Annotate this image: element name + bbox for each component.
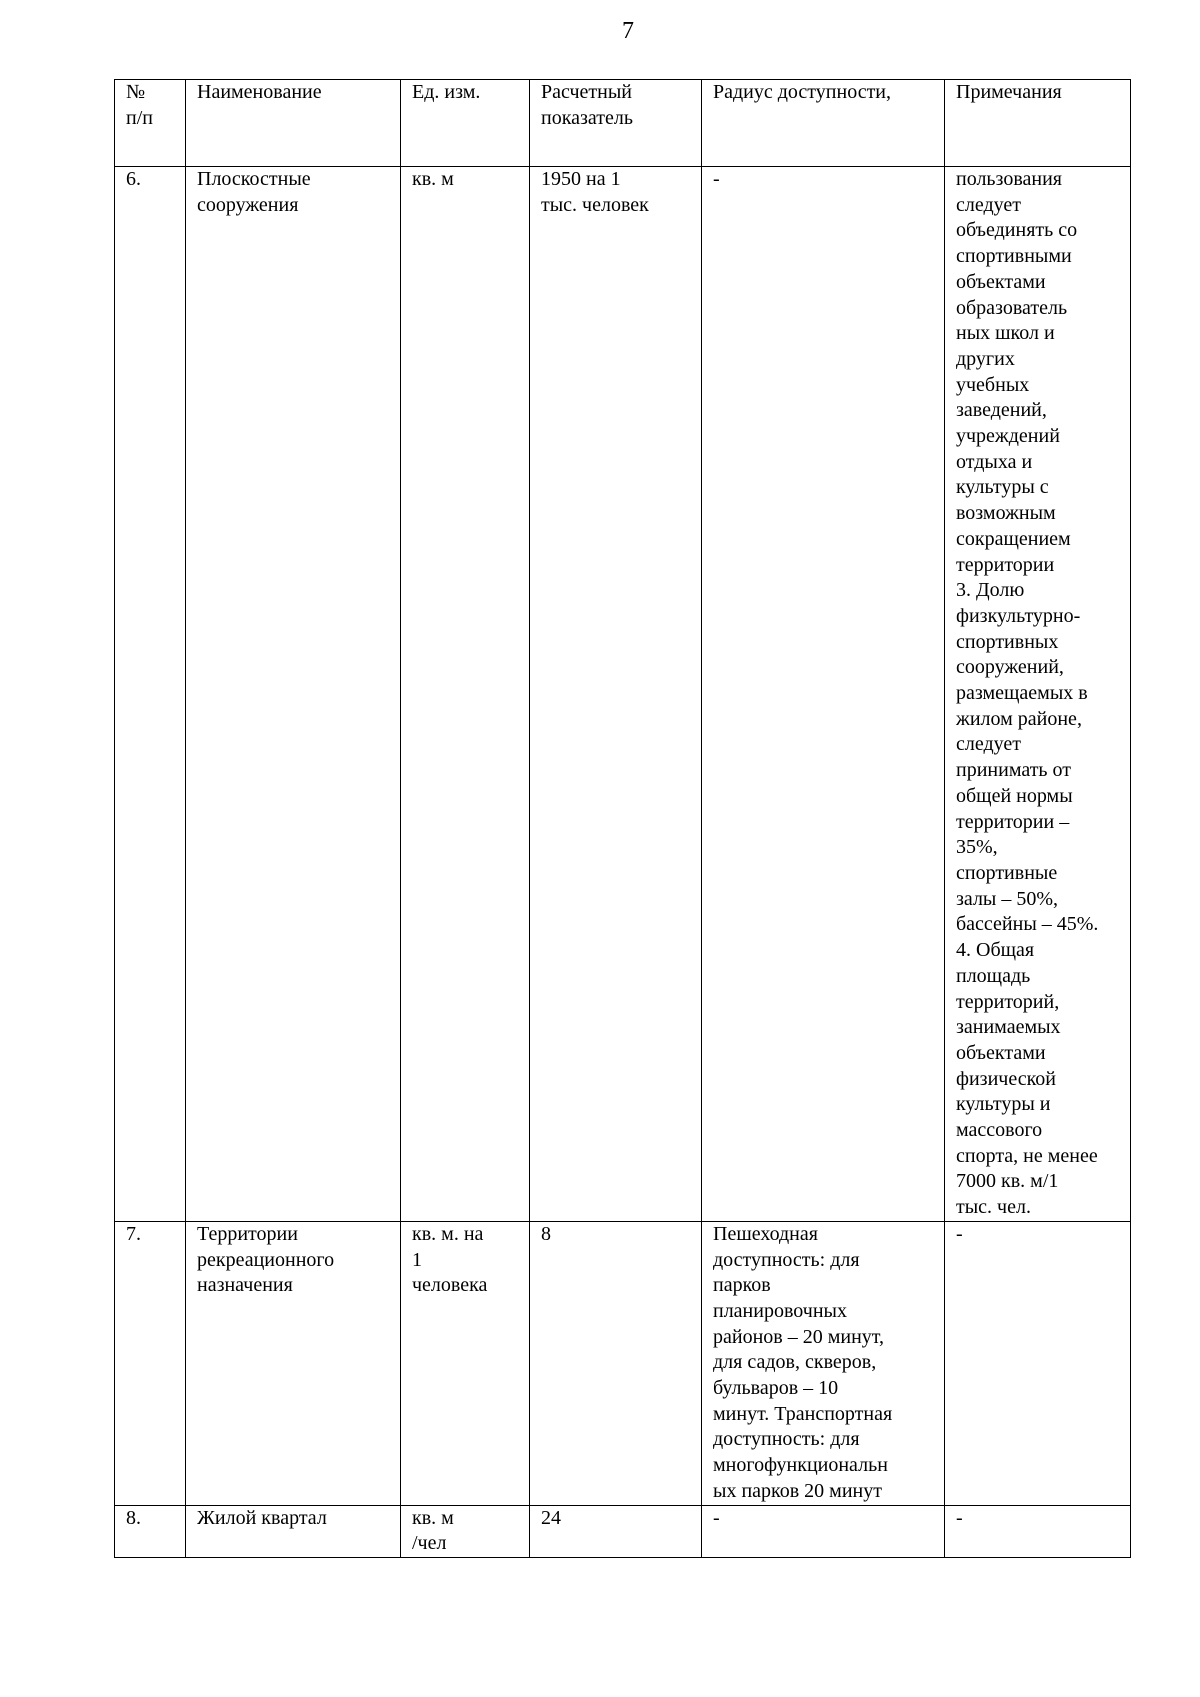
cell-name: Плоскостные сооружения <box>186 167 401 1222</box>
cell-radius: Пешеходная доступность: для парков планировочных районов – 20 минут, для садов, скверов, бульваров – 10 минут. Транспортная доступность: для многофункциональн ых парков 20 минут <box>702 1221 945 1505</box>
header-number: № п/п <box>115 80 186 167</box>
cell-name: Территории рекреационного назначения <box>186 1221 401 1505</box>
header-unit: Ед. изм. <box>401 80 530 167</box>
cell-indicator: 8 <box>530 1221 702 1505</box>
cell-unit: кв. м <box>401 167 530 1222</box>
header-notes: Примечания <box>945 80 1131 167</box>
cell-indicator: 24 <box>530 1505 702 1557</box>
header-indicator: Расчетный показатель <box>530 80 702 167</box>
page-number: 7 <box>622 18 634 44</box>
cell-number: 7. <box>115 1221 186 1505</box>
table-row <box>115 1505 1131 1557</box>
table-row <box>115 167 1131 1222</box>
cell-name: Жилой квартал <box>186 1505 401 1557</box>
cell-radius: - <box>702 1505 945 1557</box>
cell-radius: - <box>702 167 945 1222</box>
cell-unit: кв. м /чел <box>401 1505 530 1557</box>
standards-table <box>114 79 1131 1558</box>
table-header-row <box>115 80 1131 167</box>
cell-notes: пользования следует объединять со спортивными объектами образователь ных школ и других учебных заведений, учреждений отдыха и культуры с возможным сокращением территории 3. Долю физкультурно- спортивных сооружений, размещаемых в жилом районе, следует принимать от общей нормы территории – 35%, спортивные залы – 50%, бассейны – 45%. 4. Общая площадь территорий, занимаемых объектами физической культуры и массового спорта, не менее 7000 кв. м/1 тыс. чел. <box>945 167 1131 1222</box>
cell-unit: кв. м. на 1 человека <box>401 1221 530 1505</box>
cell-notes: - <box>945 1505 1131 1557</box>
table-row <box>115 1221 1131 1505</box>
cell-indicator: 1950 на 1 тыс. человек <box>530 167 702 1222</box>
header-name: Наименование <box>186 80 401 167</box>
cell-number: 6. <box>115 167 186 1222</box>
header-radius: Радиус доступности, <box>702 80 945 167</box>
cell-notes: - <box>945 1221 1131 1505</box>
cell-number: 8. <box>115 1505 186 1557</box>
